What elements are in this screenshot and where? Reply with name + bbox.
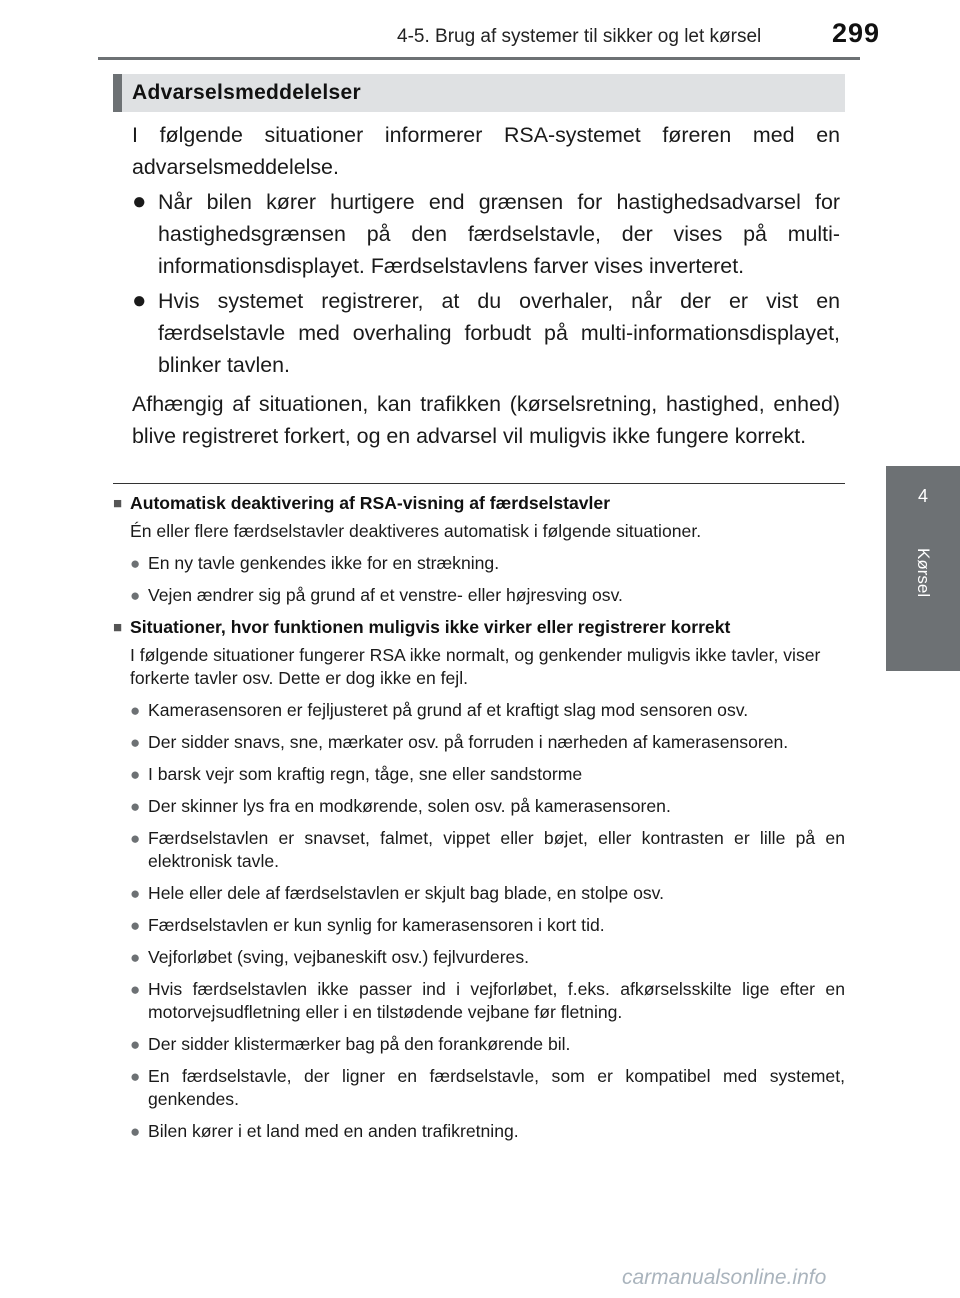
header-rule bbox=[98, 57, 860, 60]
bullet-icon: ● bbox=[130, 916, 141, 935]
watermark: carmanualsonline.info bbox=[622, 1266, 827, 1289]
list-item-text: Færdselstavlen er kun synlig for kamerasensoren i kort tid. bbox=[148, 915, 605, 935]
bullet-icon: ● bbox=[130, 797, 141, 816]
list-item-text: Hele eller dele af færdselstavlen er skjult bag blade, en stolpe osv. bbox=[148, 883, 665, 903]
page-number: 299 bbox=[831, 18, 880, 48]
bullet-icon: ● bbox=[130, 554, 141, 573]
bullet-item bbox=[132, 285, 840, 381]
list-item bbox=[113, 978, 845, 1024]
bullet-icon: ● bbox=[130, 948, 141, 967]
list-item-text: Der sidder klistermærker bag på den forankørende bil. bbox=[148, 1034, 571, 1054]
notes bbox=[113, 492, 845, 1143]
list-item bbox=[113, 882, 845, 905]
bullet-icon: ● bbox=[130, 586, 141, 605]
list-item-text: Vejforløbet (sving, vejbaneskift osv.) fejlvurderes. bbox=[148, 947, 530, 967]
list-item bbox=[113, 763, 845, 786]
header-title: 4-5. Brug af systemer til sikker og let kørsel bbox=[397, 26, 762, 47]
bullet-text: Hvis systemet registrerer, at du overhaler, når der er vist en færdselstavle med overhaling forbudt på multi-informationsdisplayet, blinker tavlen. bbox=[158, 289, 840, 377]
list-item bbox=[113, 699, 845, 722]
bullet-icon: ● bbox=[130, 733, 141, 752]
bullet-icon: ● bbox=[130, 1122, 141, 1141]
note-title: Situationer, hvor funktionen muligvis ikke virker eller registrerer korrekt bbox=[130, 617, 731, 637]
section-heading bbox=[113, 74, 845, 112]
list-item bbox=[113, 914, 845, 937]
list-item-text: En ny tavle genkendes ikke for en strækning. bbox=[148, 553, 500, 573]
side-tab-label-text: Kørsel bbox=[914, 548, 933, 598]
divider bbox=[113, 483, 845, 484]
bullet-icon: ● bbox=[130, 1035, 141, 1054]
list-item bbox=[113, 552, 845, 575]
square-bullet-icon: ■ bbox=[113, 619, 123, 636]
list-item bbox=[113, 1065, 845, 1111]
list-item-text: I barsk vejr som kraftig regn, tåge, sne eller sandstorme bbox=[148, 764, 583, 784]
list-item-text: Bilen kører i et land med en anden trafikretning. bbox=[148, 1121, 519, 1141]
bullet-icon: ● bbox=[130, 884, 141, 903]
section-title: Advarselsmeddelelser bbox=[132, 81, 361, 104]
bullet-icon: ● bbox=[130, 765, 141, 784]
note-heading bbox=[113, 616, 845, 639]
list-item-text: Hvis færdselstavlen ikke passer ind i vejforløbet, f.eks. afkørselsskilte lige efter en motorvejsudfletning eller i en tilstødende vejbane før fletning. bbox=[148, 979, 845, 1022]
list-item bbox=[113, 731, 845, 754]
section-after: Afhængig af situationen, kan trafikken (kørselsretning, hastighed, enhed) blive registreret forkert, og en advarsel vil muligvis ikke fungere korrekt. bbox=[132, 392, 840, 448]
note-heading bbox=[113, 492, 845, 515]
list-item-text: Der skinner lys fra en modkørende, solen osv. på kamerasensoren. bbox=[148, 796, 671, 816]
side-tab-label bbox=[886, 548, 960, 648]
bullet-icon: ● bbox=[130, 1067, 141, 1086]
list-item bbox=[113, 795, 845, 818]
section-body bbox=[132, 119, 840, 452]
note-title: Automatisk deaktivering af RSA-visning af færdselstavler bbox=[130, 493, 611, 513]
list-item bbox=[113, 946, 845, 969]
note-intro: I følgende situationer fungerer RSA ikke normalt, og genkender muligvis ikke tavler, viser forkerte tavler osv. Dette er dog ikke en fejl. bbox=[130, 645, 821, 688]
list-item-text: Færdselstavlen er snavset, falmet, vippet eller bøjet, eller kontrasten er lille på en elektronisk tavle. bbox=[148, 828, 845, 871]
bullet-icon: ● bbox=[130, 829, 141, 848]
list-item bbox=[113, 584, 845, 607]
section-intro: I følgende situationer informerer RSA-systemet føreren med en advarselsmeddelelse. bbox=[132, 123, 840, 179]
list-item-text: Vejen ændrer sig på grund af et venstre- eller højresving osv. bbox=[148, 585, 623, 605]
list-item-text: Kamerasensoren er fejljusteret på grund af et kraftigt slag mod sensoren osv. bbox=[148, 700, 749, 720]
list-item bbox=[113, 1120, 845, 1143]
list-item bbox=[113, 827, 845, 873]
bullet-text: Når bilen kører hurtigere end grænsen for hastighedsadvarsel for hastighedsgrænsen på den færdselstavle, der vises på multi-informationsdisplayet. Færdselstavlens farver vises inverteret. bbox=[158, 190, 840, 278]
side-tab-number: 4 bbox=[917, 486, 928, 506]
note-intro: Én eller flere færdselstavler deaktiveres automatisk i følgende situationer. bbox=[130, 521, 702, 541]
list-item bbox=[113, 1033, 845, 1056]
bullet-icon: ● bbox=[132, 188, 147, 215]
list-item-text: Der sidder snavs, sne, mærkater osv. på forruden i nærheden af kamerasensoren. bbox=[148, 732, 789, 752]
square-bullet-icon: ■ bbox=[113, 495, 123, 512]
bullet-icon: ● bbox=[132, 287, 147, 314]
list-item-text: En færdselstavle, der ligner en færdselstavle, som er kompatibel med systemet, genkendes. bbox=[148, 1066, 845, 1109]
bullet-icon: ● bbox=[130, 980, 141, 999]
bullet-item bbox=[132, 186, 840, 282]
bullet-icon: ● bbox=[130, 701, 141, 720]
